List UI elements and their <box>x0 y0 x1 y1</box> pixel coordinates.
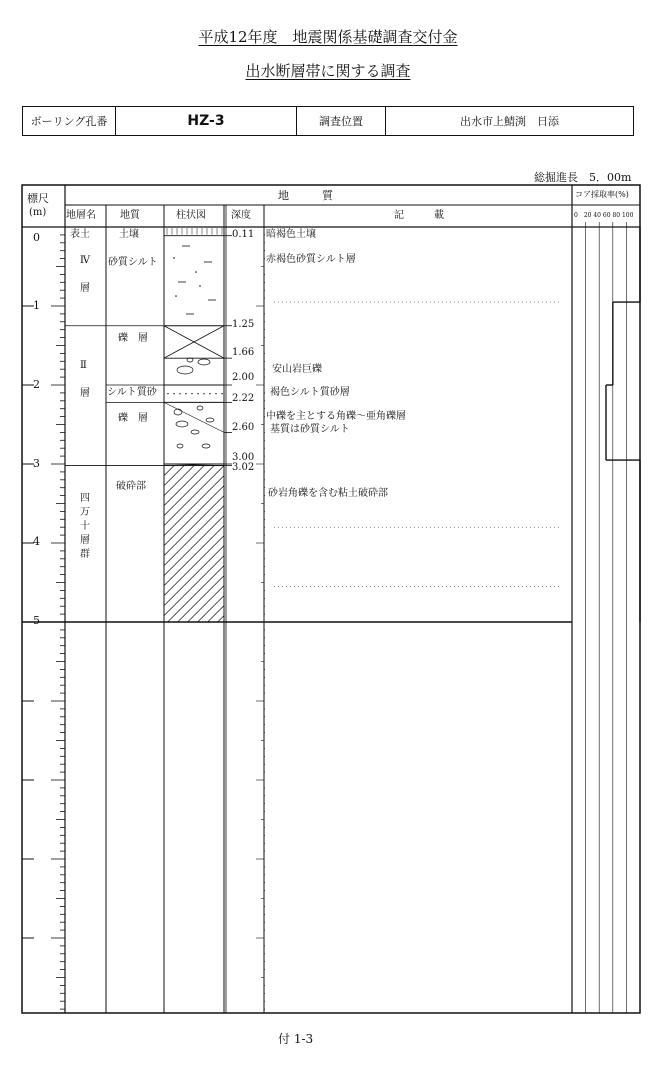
scale-unit: (m) <box>29 207 47 218</box>
description-andesite-boulder: 安山岩巨礫 <box>272 364 322 375</box>
description-brown-silty-sand: 褐色シルト質砂層 <box>270 387 350 398</box>
location-value: 出水市上鯖渕 日添 <box>460 115 559 128</box>
sand-dot <box>191 393 192 394</box>
table-frame <box>22 185 640 1013</box>
geology-sandy-silt: 砂質シルト <box>108 257 158 268</box>
geology-group-header: 地 質 <box>278 189 333 202</box>
fracture-hatch <box>218 616 224 622</box>
stratum-topsoil: 表土 <box>70 229 90 240</box>
sand-dot <box>199 285 201 287</box>
description-dark-brown-soil: 暗褐色土壌 <box>266 229 316 240</box>
sand-dot <box>175 295 177 297</box>
stratum-iv-suffix: 層 <box>80 283 90 294</box>
stratum-shimanto-4: 層 <box>80 535 90 546</box>
geology-fracture-zone: 破砕部 <box>116 481 146 492</box>
sand-dot <box>221 393 222 394</box>
description-red-brown-sandy-silt: 赤褐色砂質シルト層 <box>266 254 356 265</box>
scale-label-1: 1 <box>33 299 40 312</box>
gravel-pebble <box>177 444 183 448</box>
description-matrix: 基質は砂質シルト <box>270 424 350 435</box>
sand-dot <box>179 393 180 394</box>
fracture-hatch <box>164 466 224 526</box>
sand-dot <box>173 257 175 259</box>
fracture-hatch <box>164 486 224 546</box>
sand-dot <box>197 393 198 394</box>
scale-label-5: 5 <box>33 614 40 627</box>
geology-gravel-1: 礫 層 <box>118 333 148 344</box>
fracture-hatch <box>164 466 184 486</box>
geology-gravel-2: 礫 層 <box>118 413 148 424</box>
depth-header: 深度 <box>231 210 251 221</box>
stratum-ii: Ⅱ <box>80 360 87 371</box>
fracture-hatch <box>198 596 224 622</box>
gravel-pebble <box>198 359 210 365</box>
fracture-hatch <box>188 586 224 622</box>
boring-number-label: ボーリング孔番 <box>23 107 116 135</box>
core-recovery-header: コア採取率(%) <box>575 190 629 199</box>
fracture-zone-outline <box>164 466 224 622</box>
depth-label: 1.25 <box>232 319 255 330</box>
column-diagram-header: 柱状図 <box>176 210 206 221</box>
scale-label-0: 0 <box>33 231 40 244</box>
gravel-cross <box>164 402 224 432</box>
sand-dot <box>203 393 204 394</box>
description-angular-gravel: 中礫を主とする角礫～亜角礫層 <box>266 411 406 422</box>
fracture-hatch <box>164 516 224 576</box>
fracture-hatch <box>178 576 224 622</box>
gravel-pebble <box>197 406 203 410</box>
depth-label: 1.66 <box>232 347 255 358</box>
gravel-pebble <box>191 430 199 434</box>
geology-header: 地質 <box>120 210 140 221</box>
gravel-pebble <box>177 366 193 374</box>
depth-label: 3.00 <box>232 452 255 463</box>
report-subtitle: 出水断層帯に関する調査 <box>245 62 411 80</box>
fracture-hatch <box>164 466 204 506</box>
stratum-ii-suffix: 層 <box>80 388 90 399</box>
scale-label-2: 2 <box>33 378 40 391</box>
gravel-pebble <box>202 444 210 448</box>
fracture-hatch <box>164 496 224 556</box>
fracture-hatch <box>208 606 224 622</box>
depth-label: 2.22 <box>232 393 255 404</box>
stratum-shimanto-3: 十 <box>80 521 90 532</box>
geology-soil: 土壌 <box>119 229 139 240</box>
description-header: 記 載 <box>394 210 444 221</box>
core-recovery-ticks: 0 20 40 60 80 100 <box>574 212 634 219</box>
gravel-pebble <box>174 409 182 415</box>
description-fracture-zone: 砂岩角礫を含む粘土破砕部 <box>268 488 388 499</box>
fracture-hatch <box>164 466 174 476</box>
stratum-shimanto-5: 群 <box>80 549 90 560</box>
total-drilling-length: 総掘進長 5．00m <box>534 171 632 184</box>
page-footer: 付 1-3 <box>278 1032 314 1046</box>
stratum-header: 地層名 <box>66 210 96 221</box>
sand-dot <box>209 393 210 394</box>
gravel-pebble <box>187 358 193 362</box>
depth-label: 0.11 <box>232 229 255 240</box>
scale-header: 標尺 <box>27 192 49 205</box>
scale-label-4: 4 <box>33 535 40 548</box>
fracture-hatch <box>164 506 224 566</box>
fracture-hatch <box>164 536 224 596</box>
fracture-hatch <box>164 526 224 586</box>
fracture-hatch <box>164 466 214 516</box>
depth-label: 2.00 <box>232 372 255 383</box>
sand-dot <box>167 393 168 394</box>
sand-dot <box>195 271 197 273</box>
report-title: 平成12年度 地震関係基礎調査交付金 <box>198 28 458 46</box>
depth-label: 3.02 <box>232 462 255 473</box>
scale-label-3: 3 <box>33 457 40 470</box>
depth-label: 2.60 <box>232 422 255 433</box>
sand-dot <box>173 393 174 394</box>
gravel-pebble <box>206 418 214 422</box>
boring-number-value: HZ-3 <box>116 107 297 135</box>
location-label: 調査位置 <box>297 107 386 135</box>
fracture-hatch <box>164 466 194 496</box>
sand-dot <box>185 393 186 394</box>
fracture-hatch <box>164 546 224 606</box>
fracture-hatch <box>164 476 224 536</box>
sand-dot <box>215 393 216 394</box>
stratum-shimanto-2: 万 <box>80 507 90 518</box>
gravel-pebble <box>176 421 188 427</box>
stratum-iv: Ⅳ <box>80 255 90 266</box>
stratum-shimanto-1: 四 <box>80 493 90 504</box>
geology-silty-sand: シルト質砂 <box>107 387 157 398</box>
fracture-hatch <box>164 556 224 616</box>
